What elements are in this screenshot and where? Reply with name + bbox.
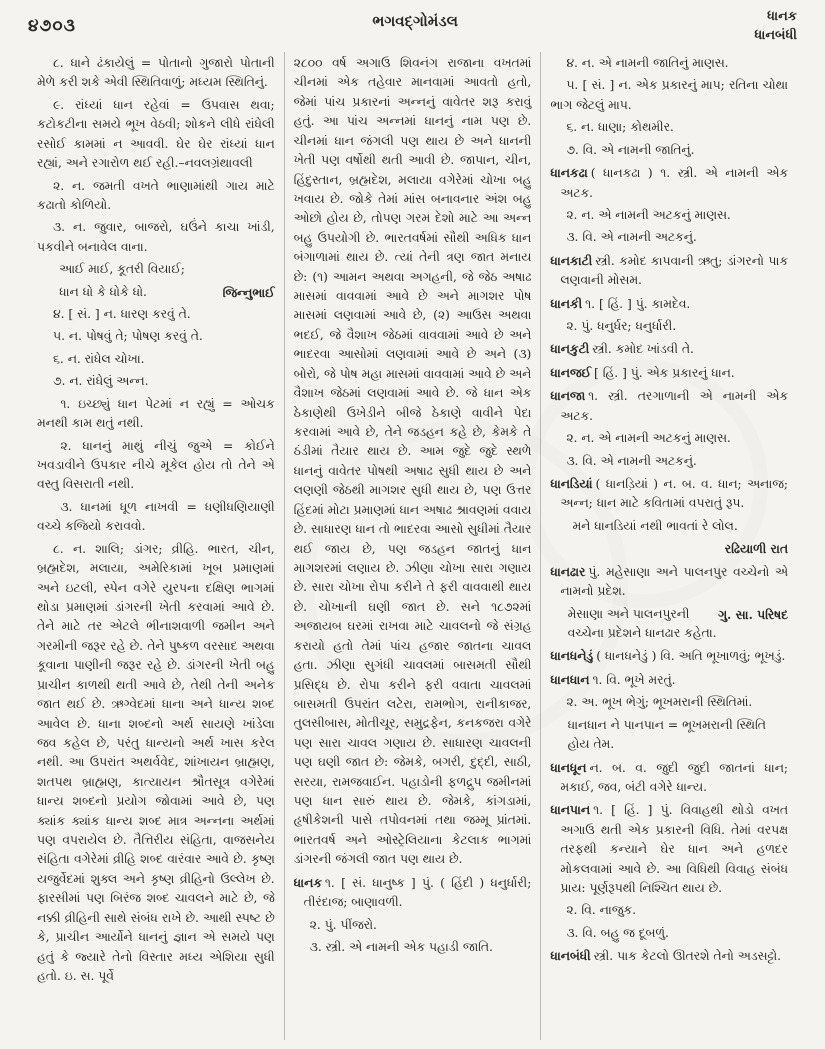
paragraph xyxy=(568,605,788,644)
running-head xyxy=(754,8,797,46)
paragraph xyxy=(37,350,275,369)
paragraph-text: ( ધાનધનેડું ) વિ. અતિ ભૂખાળવું; ભૂખડું. xyxy=(596,649,786,664)
paragraph-text: ૩. સ્ત્રી. એ નામની એક પહાડી જાતિ. xyxy=(309,939,493,954)
entry-paragraph xyxy=(550,474,789,514)
entry-paragraph xyxy=(550,562,789,602)
headword: ધાનક xyxy=(293,874,322,890)
paragraph-text: ૧. સ્ત્રી. તરગાળાની એ નામની એક અટક. xyxy=(560,389,789,423)
headword: ધાનડિયાં xyxy=(550,476,593,492)
paragraph-text: ૯. રાંધ્યાં ધાન રહેવાં = ઉપવાસ થવા; કટોકટીના સમયે ભૂખ વેઠવી; શોકને લીધે રાંધેલી રસોઈ કામમાં ન આવવી. ઘેર ઘેર રાંધ્યાં ધાન રહ્યાં, અને રગારોળ થઈ રહી.–નવલગ્રંથાવલી xyxy=(37,97,275,171)
paragraph-text: ૩. ધાનમાં ધૂળ નાખવી = ધણીધણિયાણી વચ્ચે કજિયો કરાવવો. xyxy=(37,499,275,534)
paragraph xyxy=(37,540,275,987)
paragraph-text: ૨. પું. પીંજરો. xyxy=(309,917,377,932)
paragraph-text: ૧. વિ. ભૂખે મરતું. xyxy=(592,672,676,687)
paragraph xyxy=(37,437,275,495)
headword: ધાનધનેડું xyxy=(550,648,594,664)
headword: ધાનકુટી xyxy=(550,341,590,357)
paragraph xyxy=(550,317,788,336)
text-columns xyxy=(28,52,797,1040)
paragraph-text: ૫. [ સં. ] ન. એક પ્રકારનું માપ; રતિના ચોથા ભાગ જેટલું માપ. xyxy=(550,78,789,112)
paragraph-text: ન. બ. વ. જુદી જુદી જાતનાં ધાન; મકાઈ, જવ, બંટી વગેરે ધાન્ય. xyxy=(560,760,789,794)
headword: ધાનજઈ xyxy=(550,364,592,380)
entry-paragraph xyxy=(550,339,788,359)
entry-paragraph xyxy=(293,873,532,913)
entry-paragraph xyxy=(550,646,788,666)
paragraph-text: ૪. [ સં. ] ન. ધારણ કરવું તે. xyxy=(52,307,191,322)
paragraph xyxy=(59,283,275,302)
paragraph-text: ૭. ન. રાંધેલું અન્ન. xyxy=(52,374,149,389)
headword: ધાનકાટી xyxy=(550,252,593,268)
paragraph xyxy=(550,539,788,558)
paragraph-text: ૨. વિ. નાજુક. xyxy=(566,903,637,918)
entry-paragraph xyxy=(550,294,788,314)
paragraph-text: ૨. પું. ધનુર્ધર; ધનુર્ધારી. xyxy=(566,319,677,334)
paragraph-text: ધાન ધો કે ધોકે ધો. xyxy=(59,284,147,299)
paragraph xyxy=(550,901,788,920)
paragraph xyxy=(294,938,532,957)
entry-paragraph xyxy=(550,363,788,383)
book-title: ભગવદ્ગોમંડલ xyxy=(372,12,458,30)
paragraph xyxy=(37,305,275,324)
paragraph xyxy=(37,218,275,257)
paragraph-text: રઢિયાળી રાત xyxy=(724,541,789,557)
paragraph xyxy=(550,693,788,712)
headword: ધાનકઢા xyxy=(550,165,588,181)
paragraph-text: મેસાણા અને પાલનપુરની વચ્ચેના પ્રદેશને ધાનઢાર કહેતા. xyxy=(567,606,717,640)
paragraph xyxy=(550,452,788,471)
paragraph xyxy=(37,96,275,174)
paragraph-text: ૧. [ સં. ધાનુષ્ક ] પું. ( હિંદી ) ધનુર્ધારી; તીરંદાજ; બાણાવળી. xyxy=(303,875,532,910)
paragraph xyxy=(59,260,275,279)
paragraph xyxy=(550,924,788,943)
paragraph-text: ૪. ન. એ નામની જાતિનું માણસ. xyxy=(566,56,729,70)
entry-paragraph xyxy=(550,800,789,898)
entry-paragraph xyxy=(550,251,789,291)
paragraph-text: સ્ત્રી. પાક કેટલો ઊતરશે તેનો અડસટ્ટો. xyxy=(593,949,782,964)
paragraph-text: મને ધાનડિયાં નથી ભાવતાં રે લોલ. xyxy=(572,518,738,533)
paragraph-text: ( ધાનકઢા ) ૧. સ્ત્રી. એ નામની એક અટક. xyxy=(560,166,789,200)
paragraph-text: ૧. [ હિં. ] પું. કામદેવ. xyxy=(585,296,691,311)
paragraph xyxy=(37,327,275,346)
paragraph xyxy=(550,118,788,137)
paragraph-text: ૬. ન. ધાણા; કોથમીર. xyxy=(566,120,674,135)
paragraph xyxy=(37,54,275,93)
paragraph xyxy=(568,716,788,755)
page-header xyxy=(28,8,797,52)
column-1 xyxy=(28,52,284,1040)
paragraph-text: ૩. વિ. એ નામની અટકનું. xyxy=(566,230,697,245)
entry-paragraph xyxy=(550,163,789,203)
paragraph-text: ૨૮૦૦ વર્ષ અગાઉ શિવનંગ રાજાના વખતમાં ચીનમાં એક તહેવાર માનવામાં આવતો હતો, જેમાં પાંચ પ્રકારનાં અન્નનું વાવેતર શરૂ કરાવું હતું. આ પાંચ અન્નમાં ધાનનું નામ પણ છે. ચીનમાં ધાન જંગલી પણ થાય છે અને ધાનની ખેતી પણ વર્ષોથી થતી આવી છે. જાપાન, ચીન, હિંદુસ્તાન, બ્રહ્મદેશ, મલાયા વગેરેમાં ચોખા બહુ ખવાય છે. જોકે તેમાં માંસ બનાવનાર અંશ બહુ ઓછો હોય છે, તોપણ ગરમ દેશો માટે આ અન્ન બહુ ઉપયોગી છે. ભારતવર્ષમાં સૌથી અધિક ધાન બંગાળામાં થાય છે. ત્યાં તેની ત્રણ જાત મનાય છે: (૧) આમન અથવા અગહની, જે જેઠ અષાઢ માસમાં વાવવામાં આવે છે અને માગશર પોષ માસમાં લણવામાં આવે છે, (૨) આઉસ અથવા ભદઈ, જે વૈશાખ જેઠમાં વાવવામાં આવે છે અને ભાદરવા આસોમાં લણવામાં આવે છે અને (૩) બોરો, જે પોષ મહા માસમાં વાવવામાં આવે છે અને વૈશાખ જેઠમાં લણવામાં આવે છે. જે ધાન એક ઠેકાણેથી ઉખેડીને બીજે ઠેકાણે વાવીને પેદા કરવામાં આવે છે, તેને જડહન કહે છે, કેમકે તે ઠંડીમાં તૈયાર થાય છે. આમ જુદે જુદે સ્થળે ધાનનું વાવેતર પોષથી અષાઢ સુધી થાય છે અને લણણી જેઠથી માગશર સુધી થાય છે, પણ ઉત્તર હિંદમાં મોટા પ્રમાણમાં ધાન અષાઢ શ્રાવણમાં વવાય છે. સાધારણ ધાન તો ભાદરવા આસો સુધીમાં તૈયાર થઈ જાય છે, પણ જડહન જાતનું ધાન માગશરમાં લણાય છે. ઝીણા ચોખા સારા ગણાય છે. સારા ચોખા રોપા કરીને તે ફરી વાવવાથી થાય છે. ચોખાની ઘણી જાત છે. સને ૧૮૭૨માં અજાયબ ઘરમાં રાખવા માટે ચાવલનો જે સંગ્રહ કરાયો હતો તેમાં પાંચ હજાર જાતના ચાવલ હતા. ઝીણા સુગંધી ચાવલમાં બાસમતી સૌથી પ્રસિદ્ધ છે. રોપા કરીને ફરી વવાતા ચાવલમાં બાસમતી ઉપરાંત લટેરા, રામભોગ, રાનીકાજર, તુલસીબાસ, મોતીચૂર, સમુદ્રફેન, કનકજરા વગેરે પણ સારા ચાવલ ગણાય છે. સાધારણ ચાવલની પણ ઘણી જાત છે: જેમકે, બગરી, દુદ્દી, સાઠી, સરયા, રામજવાઈન. પહાડોની ફળદ્રુપ જમીનમાં પણ ધાન સારું થાય છે. જેમકે, કાંગડામાં, હૃષીકેશની પાસે તપોવનમાં તથા જમ્મૂ પ્રાંતમાં. ભારતવર્ષ અને ઓસ્ટ્રેલિયાના કેટલાક ભાગમાં ડાંગરની જંગલી જાત પણ થાય છે. xyxy=(293,56,532,867)
paragraph xyxy=(37,395,275,434)
paragraph-text: ૨. અ. ભૂખ ભેગું; ભૂખમરાની સ્થિતિમાં. xyxy=(566,695,753,710)
headword: ધાનધૂન xyxy=(550,759,587,775)
paragraph-text: [ હિં. ] પું. એક પ્રકારનું ધાન. xyxy=(594,365,735,380)
paragraph-text: ૩. વિ. એ નામની અટકનું. xyxy=(566,453,697,468)
headword: ધાનજા xyxy=(550,388,586,404)
paragraph-text: ૮. ધાને ઢંકાયેલું = પોતાનો ગુજારો પોતાની મેળે કરી શકે એવી સ્થિતિવાળું; મધ્યમ સ્થિતિનું. xyxy=(37,56,275,90)
paragraph xyxy=(294,54,532,870)
headword: ધાનબંધી xyxy=(550,948,591,964)
paragraph xyxy=(550,54,788,73)
entry-paragraph xyxy=(550,670,788,690)
paragraph-text: ધાનધાન ને પાનપાન = ભૂખમરાની સ્થિતિ હોય તેમ. xyxy=(567,717,766,752)
paragraph-text: ૭. વિ. એ નામની જાતિનું. xyxy=(566,142,695,157)
paragraph xyxy=(572,517,788,536)
paragraph-text: સ્ત્રી. કમોદ કાપવાની ઋતુ; ડાંગરનો પાક લણવાની મોસમ. xyxy=(560,253,789,288)
paragraph xyxy=(37,498,275,537)
paragraph xyxy=(37,177,275,216)
entry-paragraph xyxy=(550,946,788,966)
paragraph-text: ૨. ન. જમતી વખતે ભાણામાંથી ગાય માટે કઢાતો કોળિયો. xyxy=(37,178,275,212)
paragraph-text: ( ધાનડ઼િયાં ) ન. બ. વ. ધાન; અનાજ; અન્ન; ધાન માટે કવિતામાં વપરાતું રૂપ. xyxy=(560,477,789,511)
paragraph-text: ૧. [ હિં. ] પું. વિવાહથી થોડો વખત અગાઉ થતી એક પ્રકારની વિધિ. તેમાં વરપક્ષ તરફથી કન્યાને ઘેર ધાન અને હળદર મોકલવામાં આવે છે. આ વિધિથી વિવાહ સંબંધ પ્રાય: પૂર્ણરૂપથી નિશ્ચિત થાય છે. xyxy=(560,803,789,896)
running-head-last-word: ધાનબંધી xyxy=(754,27,797,43)
entry-paragraph xyxy=(550,386,789,426)
paragraph-text: ૫. ન. પોષવું તે; પોષણ કરવું તે. xyxy=(52,329,203,344)
paragraph xyxy=(550,206,788,225)
paragraph xyxy=(37,372,275,391)
paragraph xyxy=(550,141,788,160)
page-number: ૪૭૦૩ xyxy=(28,16,76,36)
headword: ધાનકી xyxy=(550,295,583,311)
paragraph-text: ૨. ન. એ નામની અટકનું માણસ. xyxy=(566,207,731,222)
paragraph-text: ૨. ન. એ નામની અટકનું માણસ. xyxy=(566,431,731,446)
paragraph-text: ૨. ધાનનું માથું નીચું જુએ = કોઈને ખવડાવીને ઉપકાર નીચે મૂકેલ હોય તો તેને એ વસ્તુ વિસરાતી નથી. xyxy=(37,438,275,492)
paragraph-text: ૧. ઇચ્છ્યું ધાન પેટમાં ન રહ્યું = ઓચક મનથી કામ થતું નથી. xyxy=(37,396,275,431)
paragraph-text: ૩. વિ. બહુ જ દૂબળું. xyxy=(566,925,669,940)
paragraph-text: સ્ત્રી. કમોદ ખાંડવી તે. xyxy=(592,342,694,357)
paragraph xyxy=(550,76,788,115)
paragraph-text: પું. મહેસાણા અને પાલનપુર વચ્ચેનો એ નામનો પ્રદેશ. xyxy=(560,564,789,599)
attribution: ગુ. સા. પરિષદ xyxy=(718,606,789,622)
paragraph-text: આઈ માઈ, કૂતરી વિયાઈ; xyxy=(59,262,185,277)
paragraph xyxy=(550,429,788,448)
attribution: જિન્નુભાઈ xyxy=(222,284,275,300)
column-2 xyxy=(284,52,541,1040)
headword: ધાનધાન xyxy=(550,671,590,687)
paragraph-text: ૬. ન. રાંધેલ ચોખા. xyxy=(52,351,145,366)
headword: ધાનઢાર xyxy=(550,563,586,579)
running-head-first-word: ધાનક xyxy=(767,9,797,24)
paragraph-text: ૩. ન. જુવાર, બાજરો, ઘઉંને કાચા ખાંડી, પકવીને બનાવેલ વાના. xyxy=(37,220,275,254)
paragraph-text: ૮. ન. શાલિ; ડાંગર; વ્રીહિ. ભારત, ચીન, બ્રહ્મદેશ, મલાયા, અમેરિકામાં ખૂબ પ્રમાણમાં અને ઇટલી, સ્પેન વગેરે યુરપના દક્ષિણ ભાગમાં થોડા પ્રમાણમાં ડાંગરની ખેતી કરવામાં આવે છે. તેને માટે તર એટલે ભીનાશવાળી જમીન અને ગરમીની જરૂર રહે છે. તેને પુષ્કળ વરસાદ અથવા કૂવાના પાણીની જરૂર રહે છે. ડાંગરની ખેતી બહુ પ્રાચીન કાળથી થતી આવે છે, તેથી તેની અનેક જાત થઈ છે. ઋગ્વેદમાં ધાના અને ધાન્ય શબ્દ આવેલ છે. ધાના શબ્દનો અર્થ સાયણે ખાંડેલા જવ કહેલ છે, પરંતુ ધાન્યનો અર્થ ખાસ કરેલ નથી. આ ઉપરાંત અથર્વવેદ, શાંખાયન બ્રાહ્મણ, શતપથ બ્રાહ્મણ, કાત્યાયન શ્રૌતસૂત્ર વગેરેમાં ધાન્ય શબ્દનો પ્રયોગ જોવામાં આવે છે, પણ ક્યાંક ક્યાંક ધાન્ય શબ્દ માત્ર અન્નના અર્થમાં પણ વપરાયેલ છે. તૈત્તિરીય સંહિતા, વાજસનેય સંહિતા વગેરેમાં વ્રીહિ શબ્દ વારંવાર આવે છે. કૃષ્ણ યજુર્વેદમાં શુક્લ અને કૃષ્ણ વ્રીહિનો ઉલ્લેખ છે. ફારસીમાં પણ બિરંજ શબ્દ ચાવલને માટે છે, જે નક્કી વ્રીહિની સાથે સંબંધ રાખે છે. આથી સ્પષ્ટ છે કે, પ્રાચીન આર્યોને ધાનનું જ્ઞાન એ સમયે પણ હતું કે જ્યારે તેનો વિસ્તાર મધ્ય એશિયા સુધી હતો. ઇ. સ. પૂર્વે xyxy=(37,541,275,983)
column-3 xyxy=(540,52,797,1040)
paragraph xyxy=(294,916,532,935)
paragraph xyxy=(550,228,788,247)
entry-paragraph xyxy=(550,758,789,798)
headword: ધાનપાન xyxy=(550,802,591,818)
